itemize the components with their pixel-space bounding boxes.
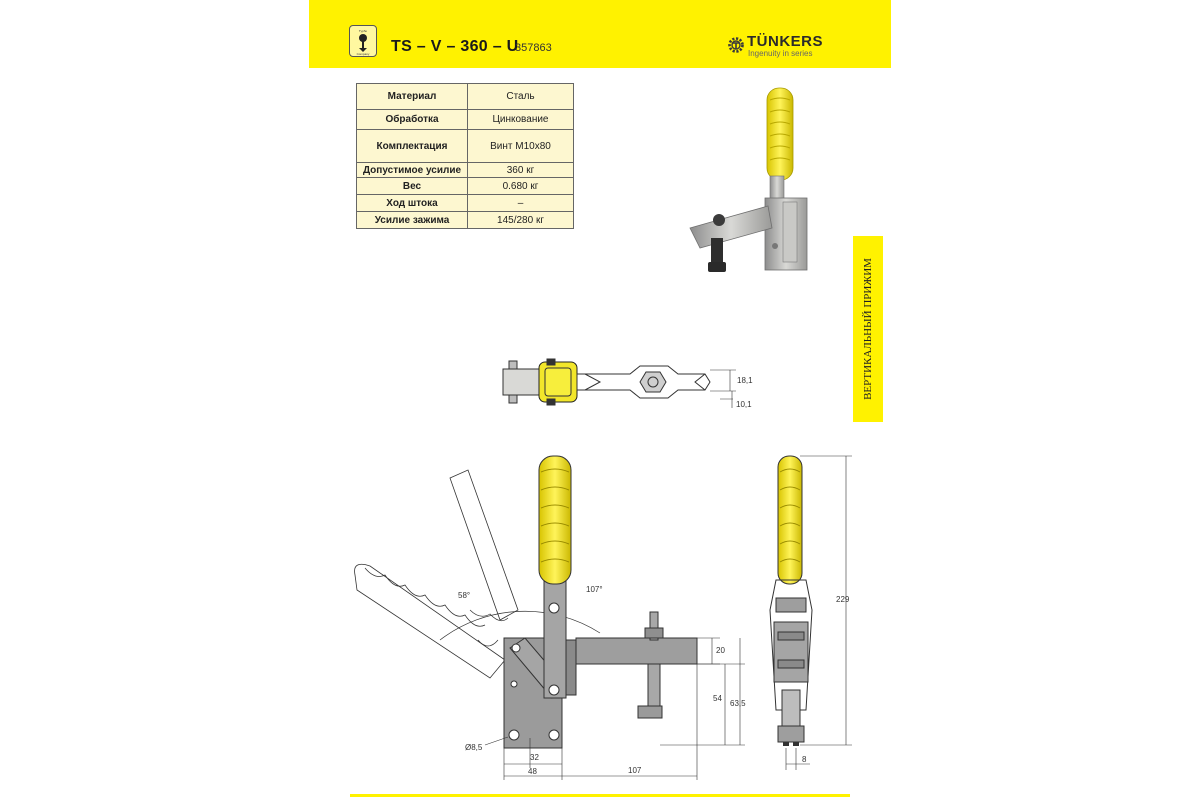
- brand-name: TÜNKERS: [747, 33, 824, 50]
- footer-rule: [350, 794, 850, 797]
- dim-48: 48: [528, 767, 537, 776]
- spec-label: Допустимое усилие: [357, 163, 468, 178]
- spec-label: Материал: [357, 84, 468, 110]
- dim-angle-open: 58°: [458, 591, 471, 600]
- spec-label: Комплектация: [357, 130, 468, 163]
- spec-label: Обработка: [357, 110, 468, 130]
- front-view-drawing: [770, 456, 852, 770]
- side-view-drawing: [355, 456, 745, 780]
- spec-value: –: [468, 195, 574, 212]
- logo-text-bottom: Company: [356, 52, 370, 56]
- spec-value: Сталь: [468, 84, 574, 110]
- dim-width-8: 8: [802, 755, 807, 764]
- dim-angle-range: 107°: [586, 585, 603, 594]
- spec-value: 145/280 кг: [468, 212, 574, 229]
- dim-63-5: 63,5: [730, 699, 746, 708]
- spec-value: 360 кг: [468, 163, 574, 178]
- dim-top-width: 18,1: [737, 376, 753, 385]
- brand-tagline: Ingenuity in series: [748, 49, 813, 58]
- dim-54: 54: [713, 694, 722, 703]
- dim-20: 20: [716, 646, 725, 655]
- product-code: 357863: [515, 42, 552, 54]
- top-view-drawing: [503, 359, 736, 408]
- dim-top-offset: 10,1: [736, 400, 752, 409]
- spec-label: Усилие зажима: [357, 212, 468, 229]
- spec-value: 0.680 кг: [468, 178, 574, 195]
- clamp-product-photo: [690, 88, 807, 272]
- dim-height: 229: [836, 595, 850, 604]
- category-label: ВЕРТИКАЛЬНЫЙ ПРИЖИМ: [862, 258, 874, 400]
- spec-value: Винт М10х80: [468, 130, 574, 163]
- dim-32: 32: [530, 753, 539, 762]
- product-title: TS – V – 360 – U: [391, 38, 519, 55]
- spec-value: Цинкование: [468, 110, 574, 130]
- spec-label: Вес: [357, 178, 468, 195]
- logo-text-top: Турбо: [358, 29, 368, 33]
- spec-label: Ход штока: [357, 195, 468, 212]
- dim-hole: Ø8,5: [465, 743, 483, 752]
- dim-107: 107: [628, 766, 642, 775]
